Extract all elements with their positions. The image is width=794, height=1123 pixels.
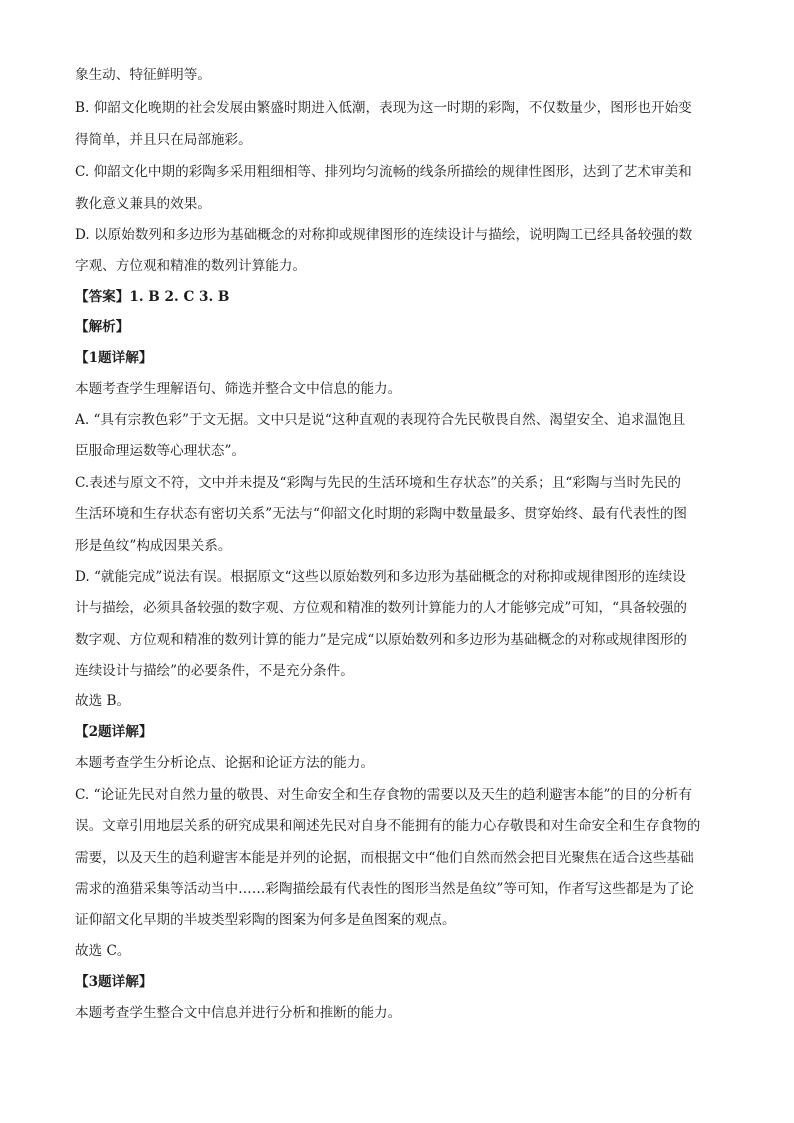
answer-line: 【答案】1. B 2. C 3. B xyxy=(75,289,230,305)
text-line: 连续设计与描绘”的必要条件，不是充分条件。 xyxy=(75,663,354,679)
text-line: C. “论证先民对自然力量的敬畏、对生命安全和生存食物的需要以及天生的趋利避害本能”的目的分析有 xyxy=(75,787,692,803)
text-line: 故选 C。 xyxy=(75,943,131,959)
text-line: B. 仰韶文化晚期的社会发展由繁盛时期进入低潮，表现为这一时期的彩陶，不仅数量少，图形也开始变 xyxy=(75,100,692,116)
text-line: 需求的渔猎采集等活动当中……彩陶描绘最有代表性的图形当然是鱼纹”等可知，作者写这些都是为了论 xyxy=(75,881,694,897)
text-line: C.表述与原文不符，文中并未提及“彩陶与先民的生活环境和生存状态”的关系；且“彩陶与当时先民的 xyxy=(75,475,682,491)
text-line: 得简单，并且只在局部施彩。 xyxy=(75,132,252,148)
text-line: 字观、方位观和精准的数列计算能力。 xyxy=(75,258,307,274)
text-line: 计与描绘，必须具备较强的数字观、方位观和精准的数列计算能力的人才能够完成”可知，“具备较强的 xyxy=(75,600,688,616)
text-line: 象生动、特征鲜明等。 xyxy=(75,67,211,83)
text-line: 证仰韶文化早期的半坡类型彩陶的图案为何多是鱼图案的观点。 xyxy=(75,912,456,928)
section-heading-q1: 【1题详解】 xyxy=(75,350,153,366)
text-line: D. 以原始数列和多边形为基础概念的对称抑或规律图形的连续设计与描绘，说明陶工已经具备较强的数 xyxy=(75,227,693,243)
text-line: 故选 B。 xyxy=(75,693,131,709)
text-line: 教化意义兼具的效果。 xyxy=(75,196,211,212)
text-line: 本题考查学生整合文中信息并进行分析和推断的能力。 xyxy=(75,1005,402,1021)
text-line: 本题考查学生分析论点、论据和论证方法的能力。 xyxy=(75,755,375,771)
text-line: 臣服命理运数等心理状态”。 xyxy=(75,443,246,459)
text-line: 误。文章引用地层关系的研究成果和阐述先民对自身不能拥有的能力心存敬畏和对生命安全和生存食物的 xyxy=(75,818,701,834)
text-line: 形是鱼纹”构成因果关系。 xyxy=(75,538,232,554)
analysis-heading: 【解析】 xyxy=(75,319,130,335)
text-line: A. “具有宗教色彩”于文无据。文中只是说“这种直观的表现符合先民敬畏自然、渴望安全、追求温饱且 xyxy=(75,412,686,428)
text-line: 本题考查学生理解语句、筛选并整合文中信息的能力。 xyxy=(75,381,402,397)
text-line: C. 仰韶文化中期的彩陶多采用粗细相等、排列均匀流畅的线条所描绘的规律性图形，达到了艺术审美和 xyxy=(75,164,692,180)
section-heading-q2: 【2题详解】 xyxy=(75,724,153,740)
section-heading-q3: 【3题详解】 xyxy=(75,974,153,990)
text-line: D. “就能完成”说法有误。根据原文“这些以原始数列和多边形为基础概念的对称抑或规律图形的连续设 xyxy=(75,569,686,585)
text-line: 生活环境和生存状态有密切关系”无法与“仰韶文化时期的彩陶中数量最多、贯穿始终、最有代表性的图 xyxy=(75,506,688,522)
text-line: 数字观、方位观和精准的数列计算的能力”是完成“以原始数列和多边形为基础概念的对称或规律图形的 xyxy=(75,632,688,648)
text-line: 需要，以及天生的趋利避害本能是并列的论据，而根据文中“他们自然而然会把目光聚焦在适合这些基础 xyxy=(75,850,694,866)
